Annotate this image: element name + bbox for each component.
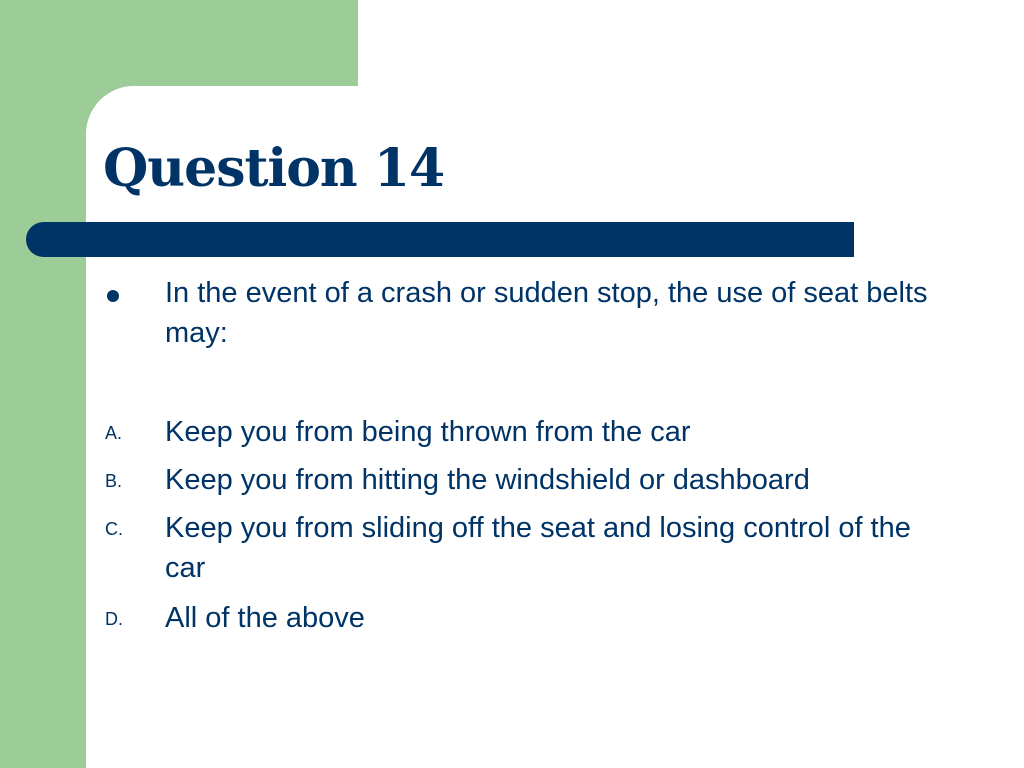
option-text: Keep you from being thrown from the car <box>165 416 691 448</box>
option-marker: C. <box>105 519 123 539</box>
option-text: All of the above <box>165 602 365 634</box>
option-marker: B. <box>105 471 123 491</box>
option-marker: A. <box>105 423 123 443</box>
option-text: Keep you from hitting the windshield or dashboard <box>165 464 810 496</box>
bullet-icon <box>107 290 119 302</box>
title-underline-bar <box>26 222 854 257</box>
slide-title: Question 14 <box>103 138 445 199</box>
question-text: In the event of a crash or sudden stop, the use of seat belts may: <box>165 277 928 349</box>
option-marker: D. <box>105 609 123 629</box>
option-text: Keep you from sliding off the seat and losing control of the car <box>165 512 911 584</box>
